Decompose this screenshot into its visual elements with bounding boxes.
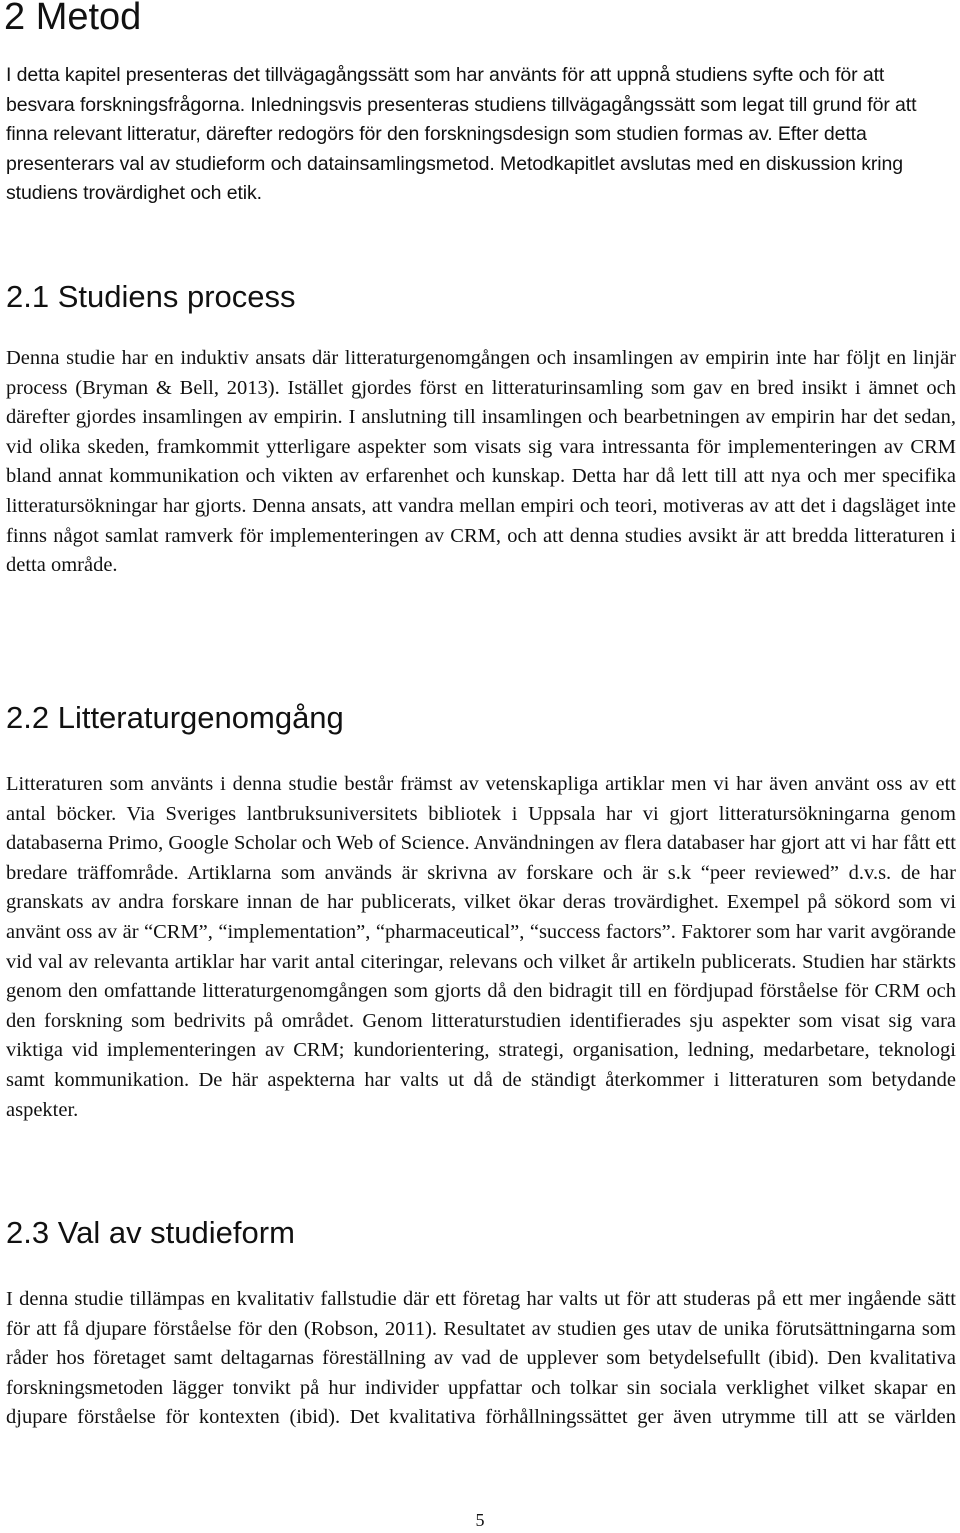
section-heading-litteraturgenomgang: 2.2 Litteraturgenomgång (6, 700, 344, 735)
section-body-studiens-process: Denna studie har en induktiv ansats där litteraturgenomgången och insamlingen av empirin inte har följt en linjär process (Bryman & Bell, 2013). Istället gjordes först en litteraturinsamling som gav en bred insikt i ämnet och därefter gjordes insamlingen av empirin. I anslutning till insamlingen och bearbetningen av empirin har det sedan, vid olika skeden, framkommit ytterligare aspekter som visats sig vara intressanta för implementeringen av CRM bland annat kommunikation och vikten av erfarenhet och kunskap. Detta har då lett till att nya och mer specifika litteratursökningar har gjorts. Denna ansats, att vandra mellan empiri och teori, motiveras av att det i dagsläget inte finns något samlat ramverk för implementeringen av CRM, och att denna studies avsikt är att bredda litteraturen i detta område. (6, 347, 956, 577)
section-body-val-av-studieform: I denna studie tillämpas en kvalitativ fallstudie där ett företag har valts ut för att studeras på ett mer ingående sätt för att få djupare förståelse för den (Robson, 2011). Resultatet av studien ges utav de unika förutsättningarna som råder hos företaget samt deltagarnas föreställning av vad de upplever som betydelsefullt (ibid). Den kvalitativa forskningsmetoden lägger tonvikt på hur individer uppfattar och tolkar sin sociala verklighet vilket skapar en djupare förståelse för kontexten (ibid). Det kvalitativa förhållningssättet ger även utrymme till att se världen (6, 1288, 956, 1429)
page-number: 5 (475, 1510, 485, 1530)
section-heading-val-av-studieform: 2.3 Val av studieform (6, 1215, 295, 1250)
section-heading-studiens-process: 2.1 Studiens process (6, 279, 296, 314)
chapter-heading: 2 Metod (4, 0, 142, 38)
chapter-intro-paragraph: I detta kapitel presenteras det tillvägagångssätt som har använts för att uppnå studiens syfte och för att besvara forskningsfrågorna. Inledningsvis presenteras studiens tillvägagångssätt som legat till grund för att finna relevant litteratur, därefter redogörs för den forskningsdesign som studien formas av. Efter detta presenterars val av studieform och datainsamlingsmetod. Metodkapitlet avslutas med en diskussion kring studiens trovärdighet och etik. (6, 64, 917, 205)
section-body-litteraturgenomgang: Litteraturen som använts i denna studie består främst av vetenskapliga artiklar men vi har även använt oss av ett antal böcker. Via Sveriges lantbruksuniversitets bibliotek i Uppsala har vi gjort litteratursökningarna genom databaserna Primo, Google Scholar och Web of Science. Användningen av flera databaser har gjort att vi har fått ett bredare träffområde. Artiklarna som används är skrivna av forskare och är s.k “peer reviewed” d.v.s. de har granskats av andra forskare innan de har publicerats, vilket ökar deras trovärdighet. Exempel på sökord som vi använt oss av är “CRM”, “implementation”, “pharmaceutical”, “success factors”. Faktorer som har varit avgörande vid val av relevanta artiklar har varit antal citeringar, relevans och vilket år artikeln publicerats. Studien har stärkts genom den omfattande litteraturgenomgången som gjorts då den bidragit till en fördjupad förståelse för CRM och den forskning som bedrivits på området. Genom litteraturstudien identifierades sju aspekter som visat sig vara viktiga vid implementeringen av CRM; kundorientering, strategi, organisation, ledning, medarbetare, teknologi samt kommunikation. De här aspekterna har valts ut då de ständigt återkommer i litteraturen som betydande aspekter. (6, 773, 956, 1121)
